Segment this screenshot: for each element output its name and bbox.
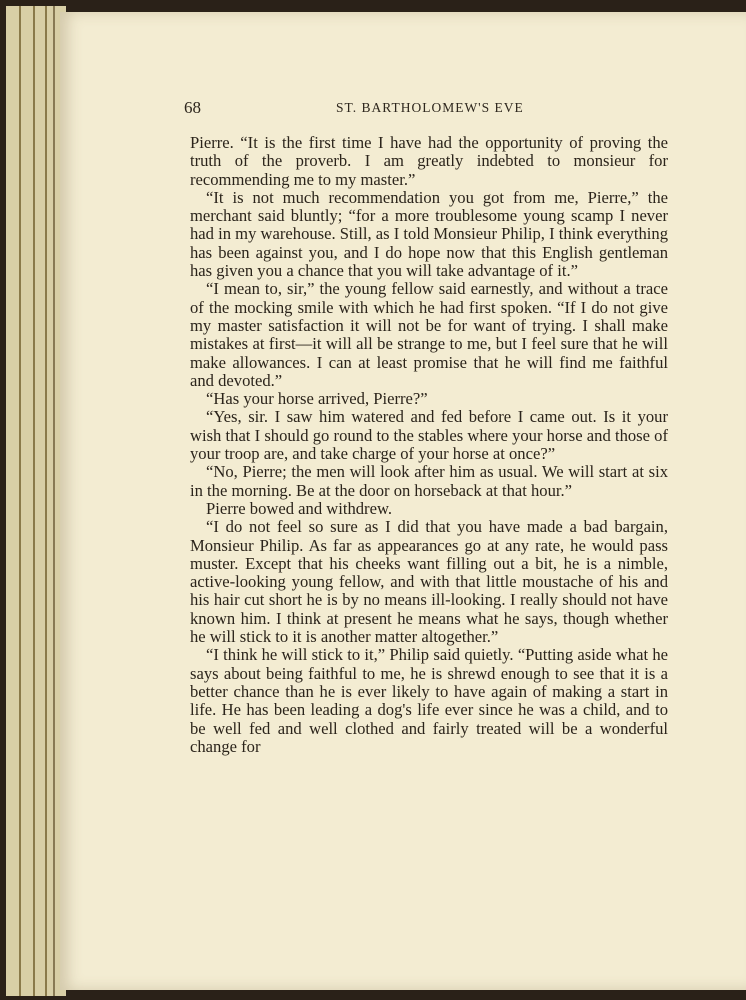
paragraph: “I do not feel so sure as I did that you have made a bad bargain, Monsieur Philip. As far as appearances go at any rate, he would pass muster. Except that his cheeks want filling out a bit, he is a nimble, active-looking young fellow, and with that little moustache of his and his hair cut short he is by no means ill-looking. I really should not have known him. I think at present he means what he says, though whether he will stick to it is another matter altogether.”: [190, 517, 668, 647]
page-header: [184, 98, 684, 118]
page-number: 68: [184, 98, 201, 117]
paragraph: “No, Pierre; the men will look after him as usual. We will start at six in the morning. Be at the door on horseback at that hour.”: [190, 462, 668, 500]
paragraph: “It is not much recommendation you got from me, Pierre,” the merchant said bluntly; “for a more troublesome young scamp I never had in my warehouse. Still, as I told Monsieur Philip, I think everything has been against you, and I do hope now that this English gentleman has given you a chance that you will take advantage of it.”: [190, 187, 668, 281]
paragraph: “I think he will stick to it,” Philip said quietly. “Putting aside what he says about being faithful to me, he is shrewd enough to see that it is a better chance than he is ever likely to have again of making a start in life. He has been leading a dog's life ever since he was a child, and to be well fed and well clothed and fairly treated will be a wonderful change for: [190, 645, 668, 756]
paragraph: “I mean to, sir,” the young fellow said earnestly, and without a trace of the mocking smile with which he had first spoken. “If I do not give my master satisfaction it will not be for want of trying. I shall make mistakes at first—it will all be strange to me, but I feel sure that he will make allowances. I can at least promise that he will find me faithful and devoted.”: [190, 279, 668, 390]
body-text: [190, 134, 668, 756]
paragraph: Pierre bowed and withdrew.: [206, 498, 393, 518]
running-head: ST. BARTHOLOMEW'S EVE: [336, 100, 524, 115]
paragraph: “Has your horse arrived, Pierre?”: [206, 389, 428, 409]
paragraph: “Yes, sir. I saw him watered and fed before I came out. Is it your wish that I should go round to the stables where your horse and those of your troop are, and take charge of your horse at once?”: [190, 407, 668, 464]
paragraph: Pierre. “It is the first time I have had the opportunity of proving the truth of the proverb. I am greatly indebted to monsieur for recommending me to my master.”: [190, 133, 668, 189]
